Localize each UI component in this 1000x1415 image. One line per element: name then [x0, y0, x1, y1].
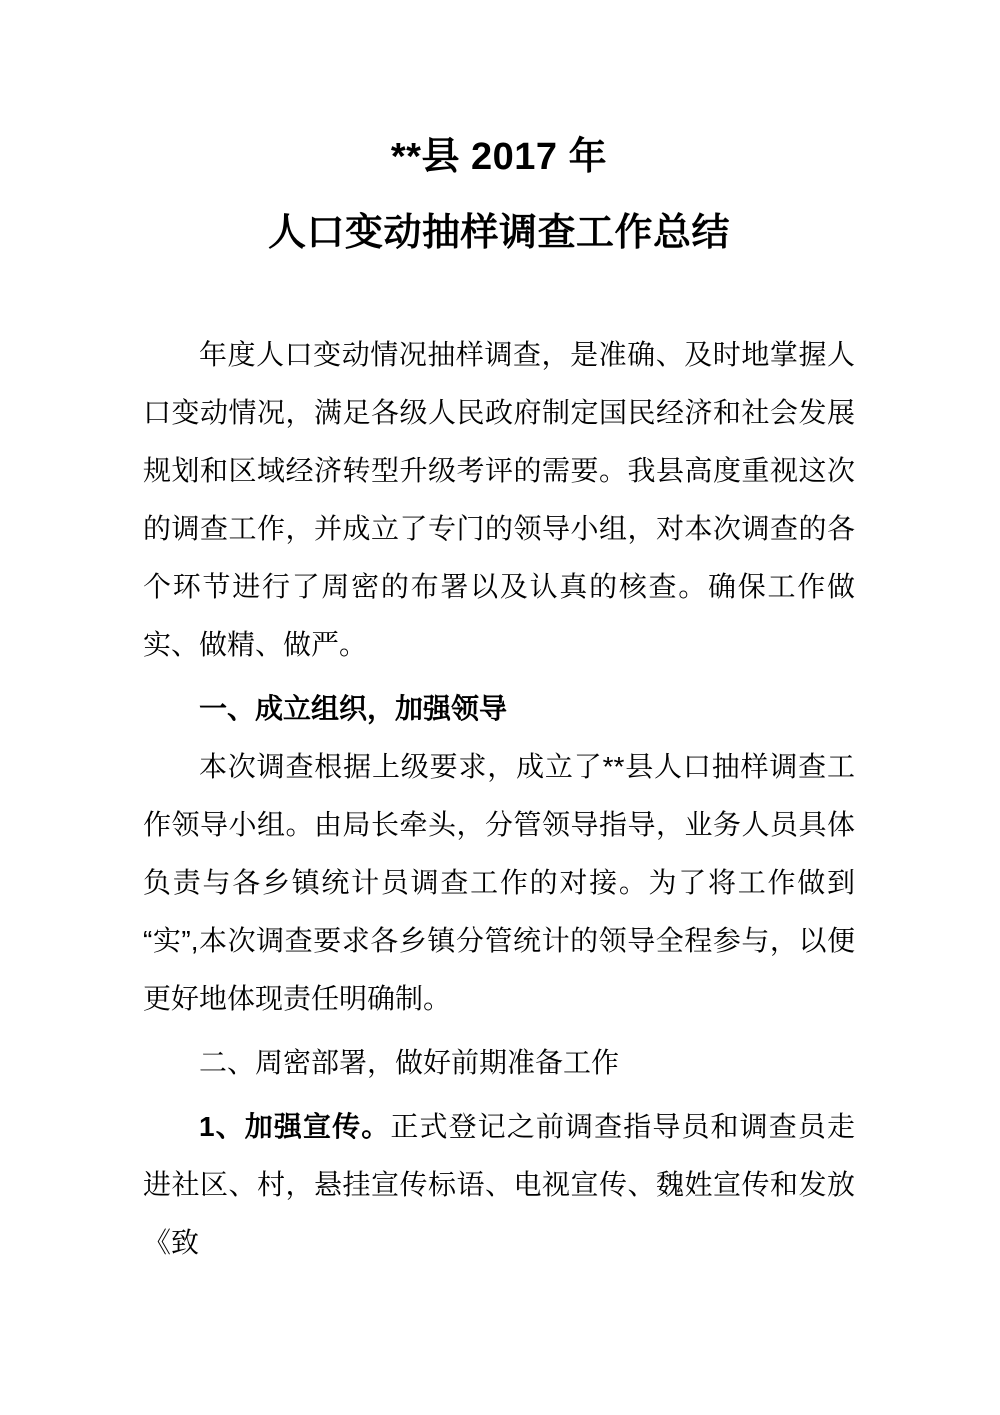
section-2-item-1-paragraph: [143, 1098, 855, 1272]
title-line-2: 人口变动抽样调查工作总结: [267, 212, 730, 254]
section-2-heading: 二、周密部署，做好前期准备工作: [199, 1047, 620, 1078]
document-body: [143, 264, 855, 1272]
page-title: [143, 0, 855, 264]
section-2-item-1-text: 正式登记之前调查指导员和调查员走进社区、村，悬挂宣传标语、电视宣传、魏姓宣传和发放《致: [143, 1111, 855, 1258]
page-content-column: [143, 0, 855, 1272]
section-2-item-1-lead: 1、加强宣传。: [199, 1111, 391, 1142]
intro-paragraph: 年度人口变动情况抽样调查，是准确、及时地掌握人口变动情况，满足各级人民政府制定国民经济和社会发展规划和区域经济转型升级考评的需要。我县高度重视这次的调查工作，并成立了专门的领导小组，对本次调查的各个环节进行了周密的布署以及认真的核查。确保工作做实、做精、做严。: [143, 339, 855, 660]
section-1-paragraph: 本次调查根据上级要求，成立了**县人口抽样调查工作领导小组。由局长牵头，分管领导指导，业务人员具体负责与各乡镇统计员调查工作的对接。为了将工作做到“实”,本次调查要求各乡镇分管统计的领导全程参与，以便更好地体现责任明确制。: [143, 751, 855, 1014]
title-line-1: **县 2017 年: [390, 136, 608, 178]
section-1-heading: 一、成立组织，加强领导: [199, 693, 508, 724]
